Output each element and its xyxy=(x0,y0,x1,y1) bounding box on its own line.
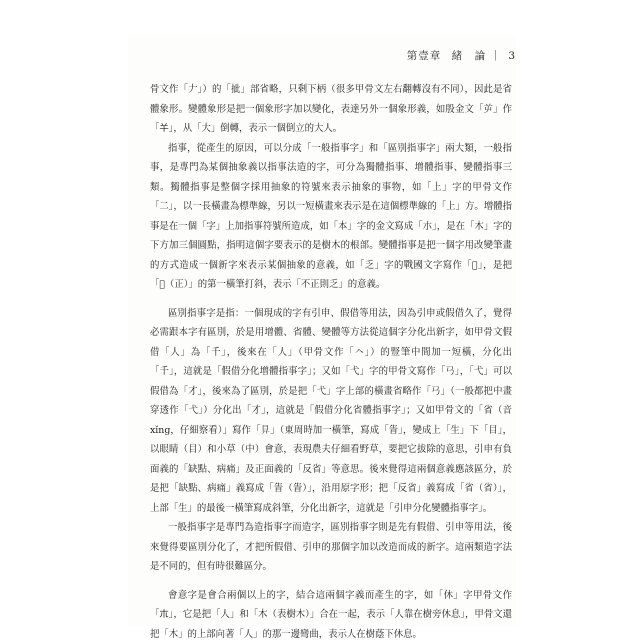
paragraph-3: 區別指事字是指：一個現成的字有引申、假借等用法，因為引申或假借久了，覺得必需跟本字有區別，於是用增體、省體、變體等方法從這個字分化出新字，如甲骨文假借「人」為「千」，後來在「人」（甲骨文作「𠆢」）的豎筆中間加一短橫，分化出「千」，這就是「假借分化增體指事字」；又如「弋」字的甲骨文寫作「𢎘」，「弋」可以假借為「才」，後來為了區別，於是把「弋」字上部的橫畫省略作「𢎘」（一般都把中畫穿透作「弋」）分化出「才」，這就是「假借分化省體指事字」；又如甲骨文的「省（音 xǐng，仔細察看）」寫作「𥃲」（東周時加一橫筆，寫成「眚」，變成上「生」下「目」，以眼睛（目）和小草（中）會意，表現農夫仔細看野草，要把它拔除的意思，引申有負面義的「缺點、病痛」及正面義的「反省」等意思。後來覺得這兩個意義應該區分，於是把「缺點、病痛」義寫成「眚（眚）」，沿用原字形；把「反省」義寫成「省（省）」，上部「生」的最後一橫筆寫成斜筆，分化出新字，這就是「引申分化變體指事字」。 xyxy=(150,304,512,519)
book-page xyxy=(128,36,516,626)
body-text xyxy=(150,80,512,644)
page-number: 3 xyxy=(508,50,516,62)
paragraph-4: 一般指事字是專門為造指事字而造字，區別指事字則是先有假借、引申等用法，後來覺得要區別分化了，才把所假借、引申的那個字加以改造而成的新字。這兩類造字法是不同的，但有時很難區分。 xyxy=(150,518,512,577)
head-separator: ｜ xyxy=(490,50,502,62)
paragraph-2: 指事，從產生的原因，可以分成「一般指事字」和「區別指事字」兩大類，一般指事，是專門為某個抽象義以指事法造的字，可分為獨體指事、增體指事、變體指事三類。獨體指事是整個字採用抽象的符號來表示抽象的事物，如「上」字的甲骨文作「二」，以一長橫畫為標準線，另以一短橫畫來表示是在這個標準線的「上」方。增體指事是在一個「字」上加指事符號所造成，如「本」字的金文寫成「朩」，是在「木」字的下方加三個圓點，指明這個字要表示的是樹木的根部。變體指事是把一個字用改變筆畫的方式造成一個新字來表示某個抽象的意義，如「乏」字的戰國文字寫作「𠄧」，是把「𠄧（正）」的第一橫筆打斜，表示「不正則乏」的意義。 xyxy=(150,139,512,295)
paragraph-5: 會意字是會合兩個以上的字，結合這兩個字義而產生的字，如「休」字甲骨文作「𣎳」，它是把「人」和「木（表樹木）」合在一起，表示「人靠在樹旁休息」，甲骨文還把「木」的上部向著「人」的那一邊彎曲，表示人在樹蔭下休息。 xyxy=(150,586,512,644)
running-head xyxy=(407,48,516,63)
chapter-label: 第壹章 xyxy=(407,50,442,62)
section-label: 緒 論 xyxy=(452,50,487,62)
paragraph-1: 骨文作「𠂇」）的「㧗」部省略，只剩下柄（很多甲骨文左右翻轉沒有不同），因此是省體象形。變體象形是把一個象形字加以變化，表達另外一個象形義，如殷金文「屰」作「𢆉」，从「大」倒轉，表示一個倒立的大人。 xyxy=(150,80,512,139)
